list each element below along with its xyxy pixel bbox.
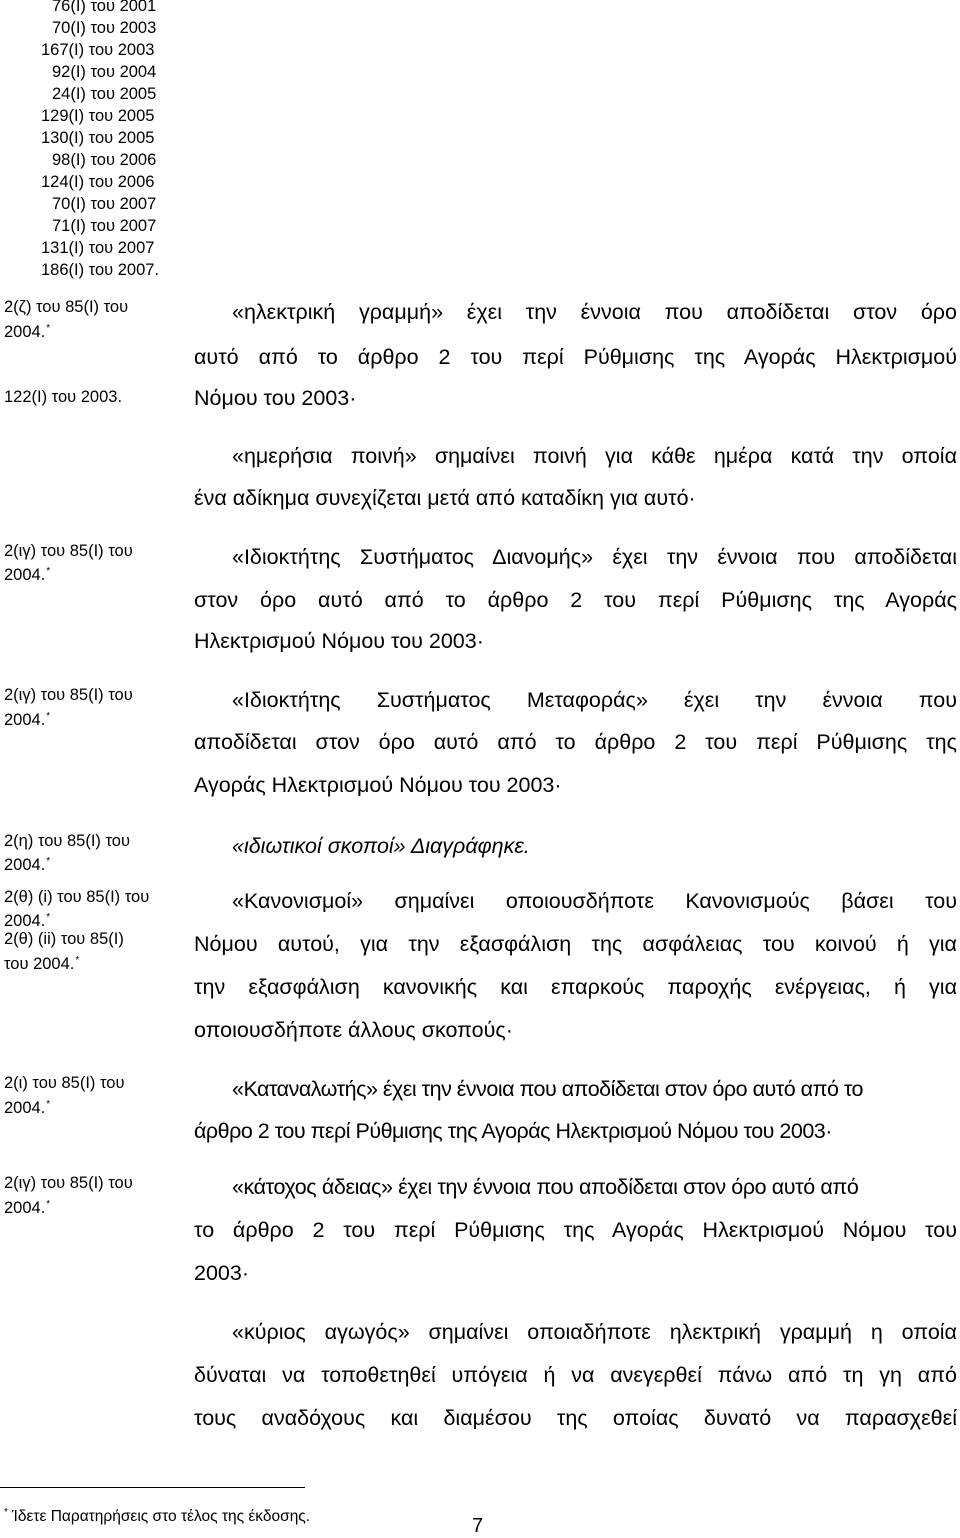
amendment-item: 129(Ι) του 2005 <box>41 107 155 125</box>
definition-line: «Ιδιοκτήτης Συστήματος Μεταφοράς» έχει την έννοια που <box>232 688 957 712</box>
amendment-item: 124(Ι) του 2006 <box>41 173 155 191</box>
definition-line: 2003· <box>194 1261 249 1285</box>
margin-note: 2004.* <box>4 912 51 930</box>
definition-line: άρθρο 2 του περί Ρύθμισης της Αγοράς Ηλεκτρισμού Νόμου του 2003· <box>194 1119 832 1143</box>
margin-note: του 2004.* <box>4 955 80 973</box>
margin-note: 2(ι) του 85(Ι) του <box>4 1074 125 1092</box>
definition-line: «Καταναλωτής» έχει την έννοια που αποδίδεται στον όρο αυτό από το <box>232 1077 864 1101</box>
asterisk-marker: * <box>46 323 51 334</box>
amendment-item: 71(Ι) του 2007 <box>52 217 157 235</box>
definition-line: Αγοράς Ηλεκτρισμού Νόμου του 2003· <box>194 773 562 797</box>
margin-note: 2004.* <box>4 711 51 729</box>
definition-line: τους αναδόχους και διαμέσου της οποίας δυνατό να παρασχεθεί <box>194 1406 957 1430</box>
footnote <box>4 1503 310 1527</box>
definition-line: Ηλεκτρισμού Νόμου του 2003· <box>194 629 484 653</box>
amendment-item: 70(Ι) του 2007 <box>52 195 157 213</box>
asterisk-marker: * <box>46 912 51 923</box>
margin-note: 2004.* <box>4 323 51 341</box>
definition-line: «κύριος αγωγός» σημαίνει οποιαδήποτε ηλεκτρική γραμμή η οποία <box>232 1320 957 1344</box>
definition-line: το άρθρο 2 του περί Ρύθμισης της Αγοράς Ηλεκτρισμού Νόμου του <box>194 1218 957 1242</box>
definition-line: «Ιδιοκτήτης Συστήματος Διανομής» έχει την έννοια που αποδίδεται <box>232 545 957 569</box>
definition-line: Νόμου του 2003· <box>194 386 357 410</box>
asterisk-marker: * <box>46 566 51 577</box>
amendment-item: 76(Ι) του 2001 <box>52 0 157 15</box>
amendment-item: 186(Ι) του 2007. <box>41 261 160 279</box>
definition-line: την εξασφάλιση κανονικής και επαρκούς παροχής ενέργειας, ή για <box>194 975 957 999</box>
asterisk-marker: * <box>46 1199 51 1210</box>
amendment-item: 24(Ι) του 2005 <box>52 85 157 103</box>
asterisk-marker: * <box>75 955 80 966</box>
definition-line: «Κανονισμοί» σημαίνει οποιουσδήποτε Κανονισμούς βάσει του <box>232 889 957 913</box>
amendment-item: 98(Ι) του 2006 <box>52 151 157 169</box>
footnote-divider <box>0 1487 305 1488</box>
definition-line: δύναται να τοποθετηθεί υπόγεια ή να ανεγερθεί πάνω από τη γη από <box>194 1363 957 1387</box>
margin-note: 122(Ι) του 2003. <box>4 388 123 406</box>
margin-note: 2(ζ) του 85(Ι) του <box>4 298 129 316</box>
margin-note: 2(ιγ) του 85(Ι) του <box>4 1174 133 1192</box>
margin-note: 2(θ) (ii) του 85(Ι) <box>4 930 124 948</box>
amendment-item: 130(Ι) του 2005 <box>41 129 155 147</box>
margin-note: 2(η) του 85(Ι) του <box>4 832 130 850</box>
definition-line: ένα αδίκημα συνεχίζεται μετά από καταδίκη για αυτό· <box>194 486 696 510</box>
amendment-item: 92(Ι) του 2004 <box>52 63 157 81</box>
definition-line-deleted: «ιδιωτικοί σκοποί» Διαγράφηκε. <box>232 834 530 858</box>
amendment-item: 131(Ι) του 2007 <box>41 239 155 257</box>
page-number: 7 <box>472 1515 484 1537</box>
asterisk-marker: * <box>46 1099 51 1110</box>
margin-note: 2004.* <box>4 1099 51 1117</box>
asterisk-marker: * <box>46 711 51 722</box>
amendment-item: 70(Ι) του 2003 <box>52 19 157 37</box>
definition-line: «ημερήσια ποινή» σημαίνει ποινή για κάθε ημέρα κατά την οποία <box>232 444 957 468</box>
definition-line: στον όρο αυτό από το άρθρο 2 του περί Ρύθμισης της Αγοράς <box>194 588 957 612</box>
margin-note: 2004.* <box>4 856 51 874</box>
footnote-marker: * <box>4 1507 8 1518</box>
definition-line: «κάτοχος άδειας» έχει την έννοια που αποδίδεται στον όρο αυτό από <box>232 1175 859 1199</box>
definition-line: «ηλεκτρική γραμμή» έχει την έννοια που αποδίδεται στον όρο <box>232 300 957 324</box>
margin-note: 2(θ) (i) του 85(Ι) του <box>4 888 150 906</box>
definition-line: αυτό από το άρθρο 2 του περί Ρύθμισης της Αγοράς Ηλεκτρισμού <box>194 345 957 369</box>
definition-line: αποδίδεται στον όρο αυτό από το άρθρο 2 του περί Ρύθμισης της <box>194 730 957 754</box>
footnote-text: Ίδετε Παρατηρήσεις στο τέλος της έκδοσης. <box>11 1508 311 1525</box>
definition-line: Νόμου αυτού, για την εξασφάλιση της ασφάλειας του κοινού ή για <box>194 932 957 956</box>
margin-note: 2(ιγ) του 85(Ι) του <box>4 686 133 704</box>
amendment-item: 167(Ι) του 2003 <box>41 41 155 59</box>
margin-note: 2004.* <box>4 566 51 584</box>
asterisk-marker: * <box>46 856 51 867</box>
definition-line: οποιουσδήποτε άλλους σκοπούς· <box>194 1018 513 1042</box>
margin-note: 2004.* <box>4 1199 51 1217</box>
margin-note: 2(ιγ) του 85(Ι) του <box>4 542 133 560</box>
